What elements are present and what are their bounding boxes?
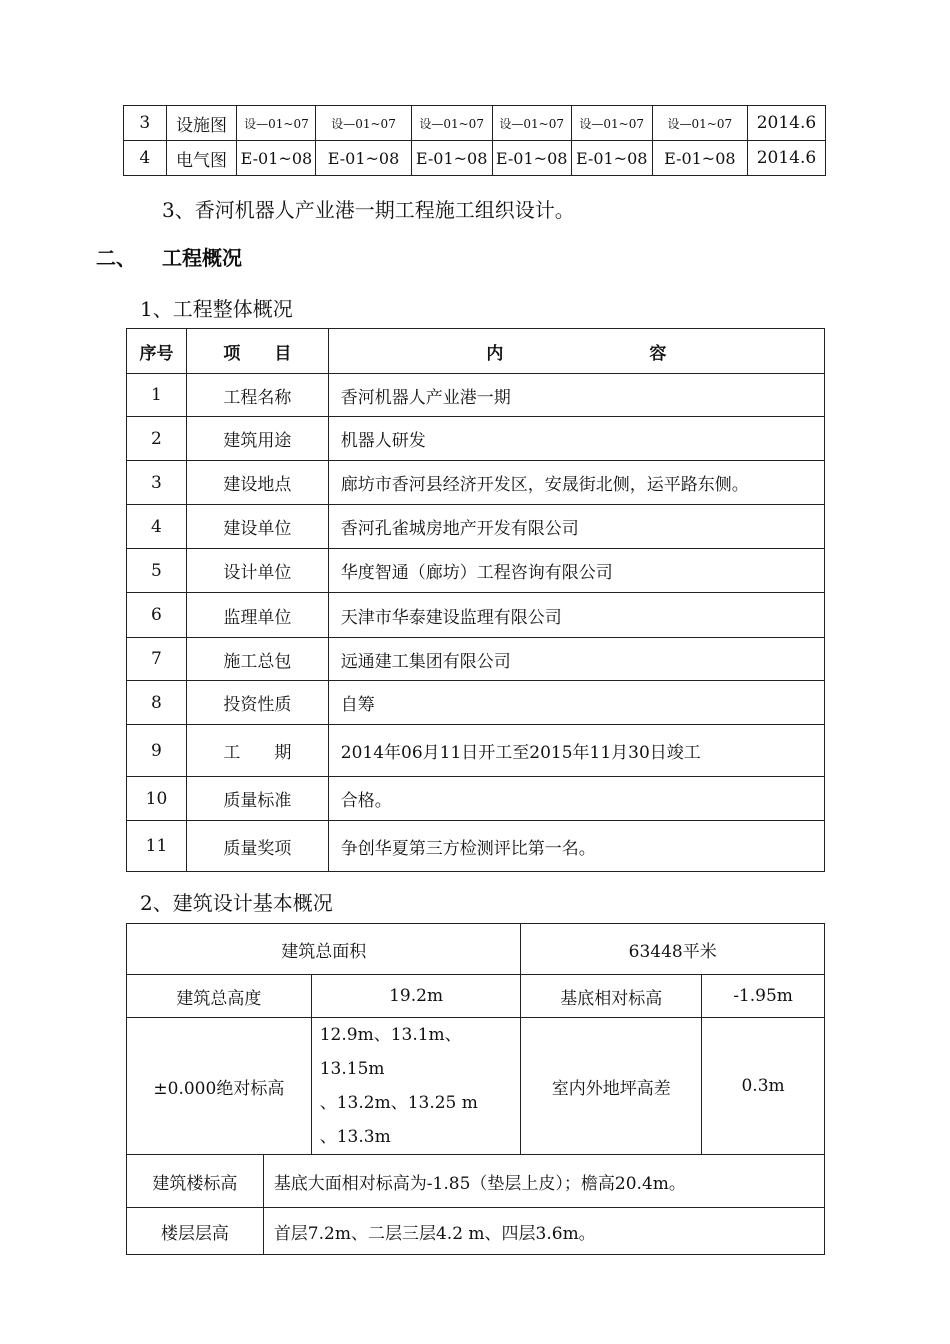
row-item: 建设地点: [186, 461, 328, 505]
drawing-date: 2014.6: [747, 106, 825, 141]
row-no: 8: [127, 681, 187, 725]
drawing-cell: E-01~08: [316, 141, 411, 176]
row-content: 廊坊市香河县经济开发区，安晟街北侧，运平路东侧。: [328, 461, 824, 505]
list-item-text: 3、香河机器人产业港一期工程施工组织设计。: [162, 198, 575, 222]
header-content: [328, 329, 824, 374]
row-no: 9: [127, 725, 187, 777]
row-content: 争创华夏第三方检测评比第一名。: [328, 821, 824, 872]
row-content: 自筹: [328, 681, 824, 725]
drawing-cell: E-01~08: [492, 141, 571, 176]
absolute-elevation-line: 12.9m、13.1m、13.15m: [319, 1025, 462, 1079]
total-area-value: 63448平米: [521, 924, 825, 975]
table-row: [127, 374, 825, 417]
floor-difference-value: 0.3m: [702, 1018, 825, 1155]
overview-table: [126, 328, 825, 872]
table-row: [127, 417, 825, 461]
drawing-date: 2014.6: [747, 141, 825, 176]
table-row: [127, 725, 825, 777]
table-row: [127, 681, 825, 725]
base-elevation-value: -1.95m: [702, 975, 825, 1018]
drawing-name: 设施图: [166, 106, 237, 141]
row-no: 10: [127, 777, 187, 821]
base-elevation-label: 基底相对标高: [521, 975, 702, 1018]
row-no: 7: [127, 638, 187, 681]
drawings-row: [124, 106, 826, 141]
table-row: [127, 975, 825, 1018]
table-row: [127, 1018, 825, 1155]
drawing-cell: E-01~08: [237, 141, 316, 176]
row-item: 建设单位: [186, 505, 328, 549]
row-content: 机器人研发: [328, 417, 824, 461]
total-area-label: 建筑总面积: [127, 924, 521, 975]
row-no: 4: [127, 505, 187, 549]
drawing-cell: E-01~08: [652, 141, 747, 176]
row-no: 2: [127, 417, 187, 461]
table-row: [127, 924, 825, 975]
drawing-cell: 设—01~07: [316, 106, 411, 141]
table-row: [127, 593, 825, 638]
table-header-row: [127, 329, 825, 374]
absolute-elevation-line: 、13.3m: [319, 1127, 391, 1147]
row-no: 1: [127, 374, 187, 417]
drawing-no: 3: [124, 106, 167, 141]
row-item: 设计单位: [186, 549, 328, 593]
row-no: 5: [127, 549, 187, 593]
drawings-row: [124, 141, 826, 176]
row-item: 工程名称: [186, 374, 328, 417]
absolute-elevation-line: 、13.2m、13.25 m: [319, 1093, 478, 1113]
row-item: 质量标准: [186, 777, 328, 821]
row-item: 建筑用途: [186, 417, 328, 461]
row-content: 华度智通（廊坊）工程咨询有限公司: [328, 549, 824, 593]
storey-height-value: 首层7.2m、二层三层4.2 m、四层3.6m。: [263, 1208, 824, 1255]
elevation-label: 建筑楼标高: [127, 1155, 264, 1208]
row-content: 远通建工集团有限公司: [328, 638, 824, 681]
row-content: 合格。: [328, 777, 824, 821]
header-content-a: 内: [486, 343, 504, 364]
row-content: 香河孔雀城房地产开发有限公司: [328, 505, 824, 549]
drawing-cell: 设—01~07: [571, 106, 652, 141]
drawing-cell: 设—01~07: [237, 106, 316, 141]
row-item: 工 期: [186, 725, 328, 777]
header-content-b: 容: [649, 343, 667, 364]
row-item: 质量奖项: [186, 821, 328, 872]
table-row: [127, 505, 825, 549]
table-row: [127, 1155, 825, 1208]
table-row: [127, 549, 825, 593]
drawing-cell: 设—01~07: [652, 106, 747, 141]
row-no: 6: [127, 593, 187, 638]
row-item: 监理单位: [186, 593, 328, 638]
drawing-cell: E-01~08: [571, 141, 652, 176]
row-no: 3: [127, 461, 187, 505]
storey-height-label: 楼层层高: [127, 1208, 264, 1255]
drawing-cell: 设—01~07: [411, 106, 492, 141]
drawings-table: [123, 105, 826, 176]
subsection-title: 2、建筑设计基本概况: [140, 891, 333, 915]
floor-difference-label: 室内外地坪高差: [521, 1018, 702, 1155]
table-row: [127, 821, 825, 872]
total-height-value: 19.2m: [311, 975, 521, 1018]
section-number: 二、: [96, 246, 136, 270]
header-no: 序号: [127, 329, 187, 374]
drawing-no: 4: [124, 141, 167, 176]
table-row: [127, 461, 825, 505]
section-title: 工程概况: [162, 246, 242, 270]
row-item: 施工总包: [186, 638, 328, 681]
design-table: [126, 923, 825, 1255]
table-row: [127, 1208, 825, 1255]
absolute-elevation-label: ±0.000绝对标高: [127, 1018, 312, 1155]
elevation-value: 基底大面相对标高为-1.85（垫层上皮）；檐高20.4m。: [263, 1155, 824, 1208]
total-height-label: 建筑总高度: [127, 975, 312, 1018]
row-content: 香河机器人产业港一期: [328, 374, 824, 417]
table-row: [127, 777, 825, 821]
header-item: 项 目: [186, 329, 328, 374]
drawing-cell: E-01~08: [411, 141, 492, 176]
table-row: [127, 638, 825, 681]
row-item: 投资性质: [186, 681, 328, 725]
drawing-cell: 设—01~07: [492, 106, 571, 141]
absolute-elevation-values: [311, 1018, 521, 1155]
row-no: 11: [127, 821, 187, 872]
subsection-title: 1、工程整体概况: [140, 297, 293, 321]
row-content: 2014年06月11日开工至2015年11月30日竣工: [328, 725, 824, 777]
row-content: 天津市华泰建设监理有限公司: [328, 593, 824, 638]
section-heading: [96, 242, 242, 271]
drawing-name: 电气图: [166, 141, 237, 176]
